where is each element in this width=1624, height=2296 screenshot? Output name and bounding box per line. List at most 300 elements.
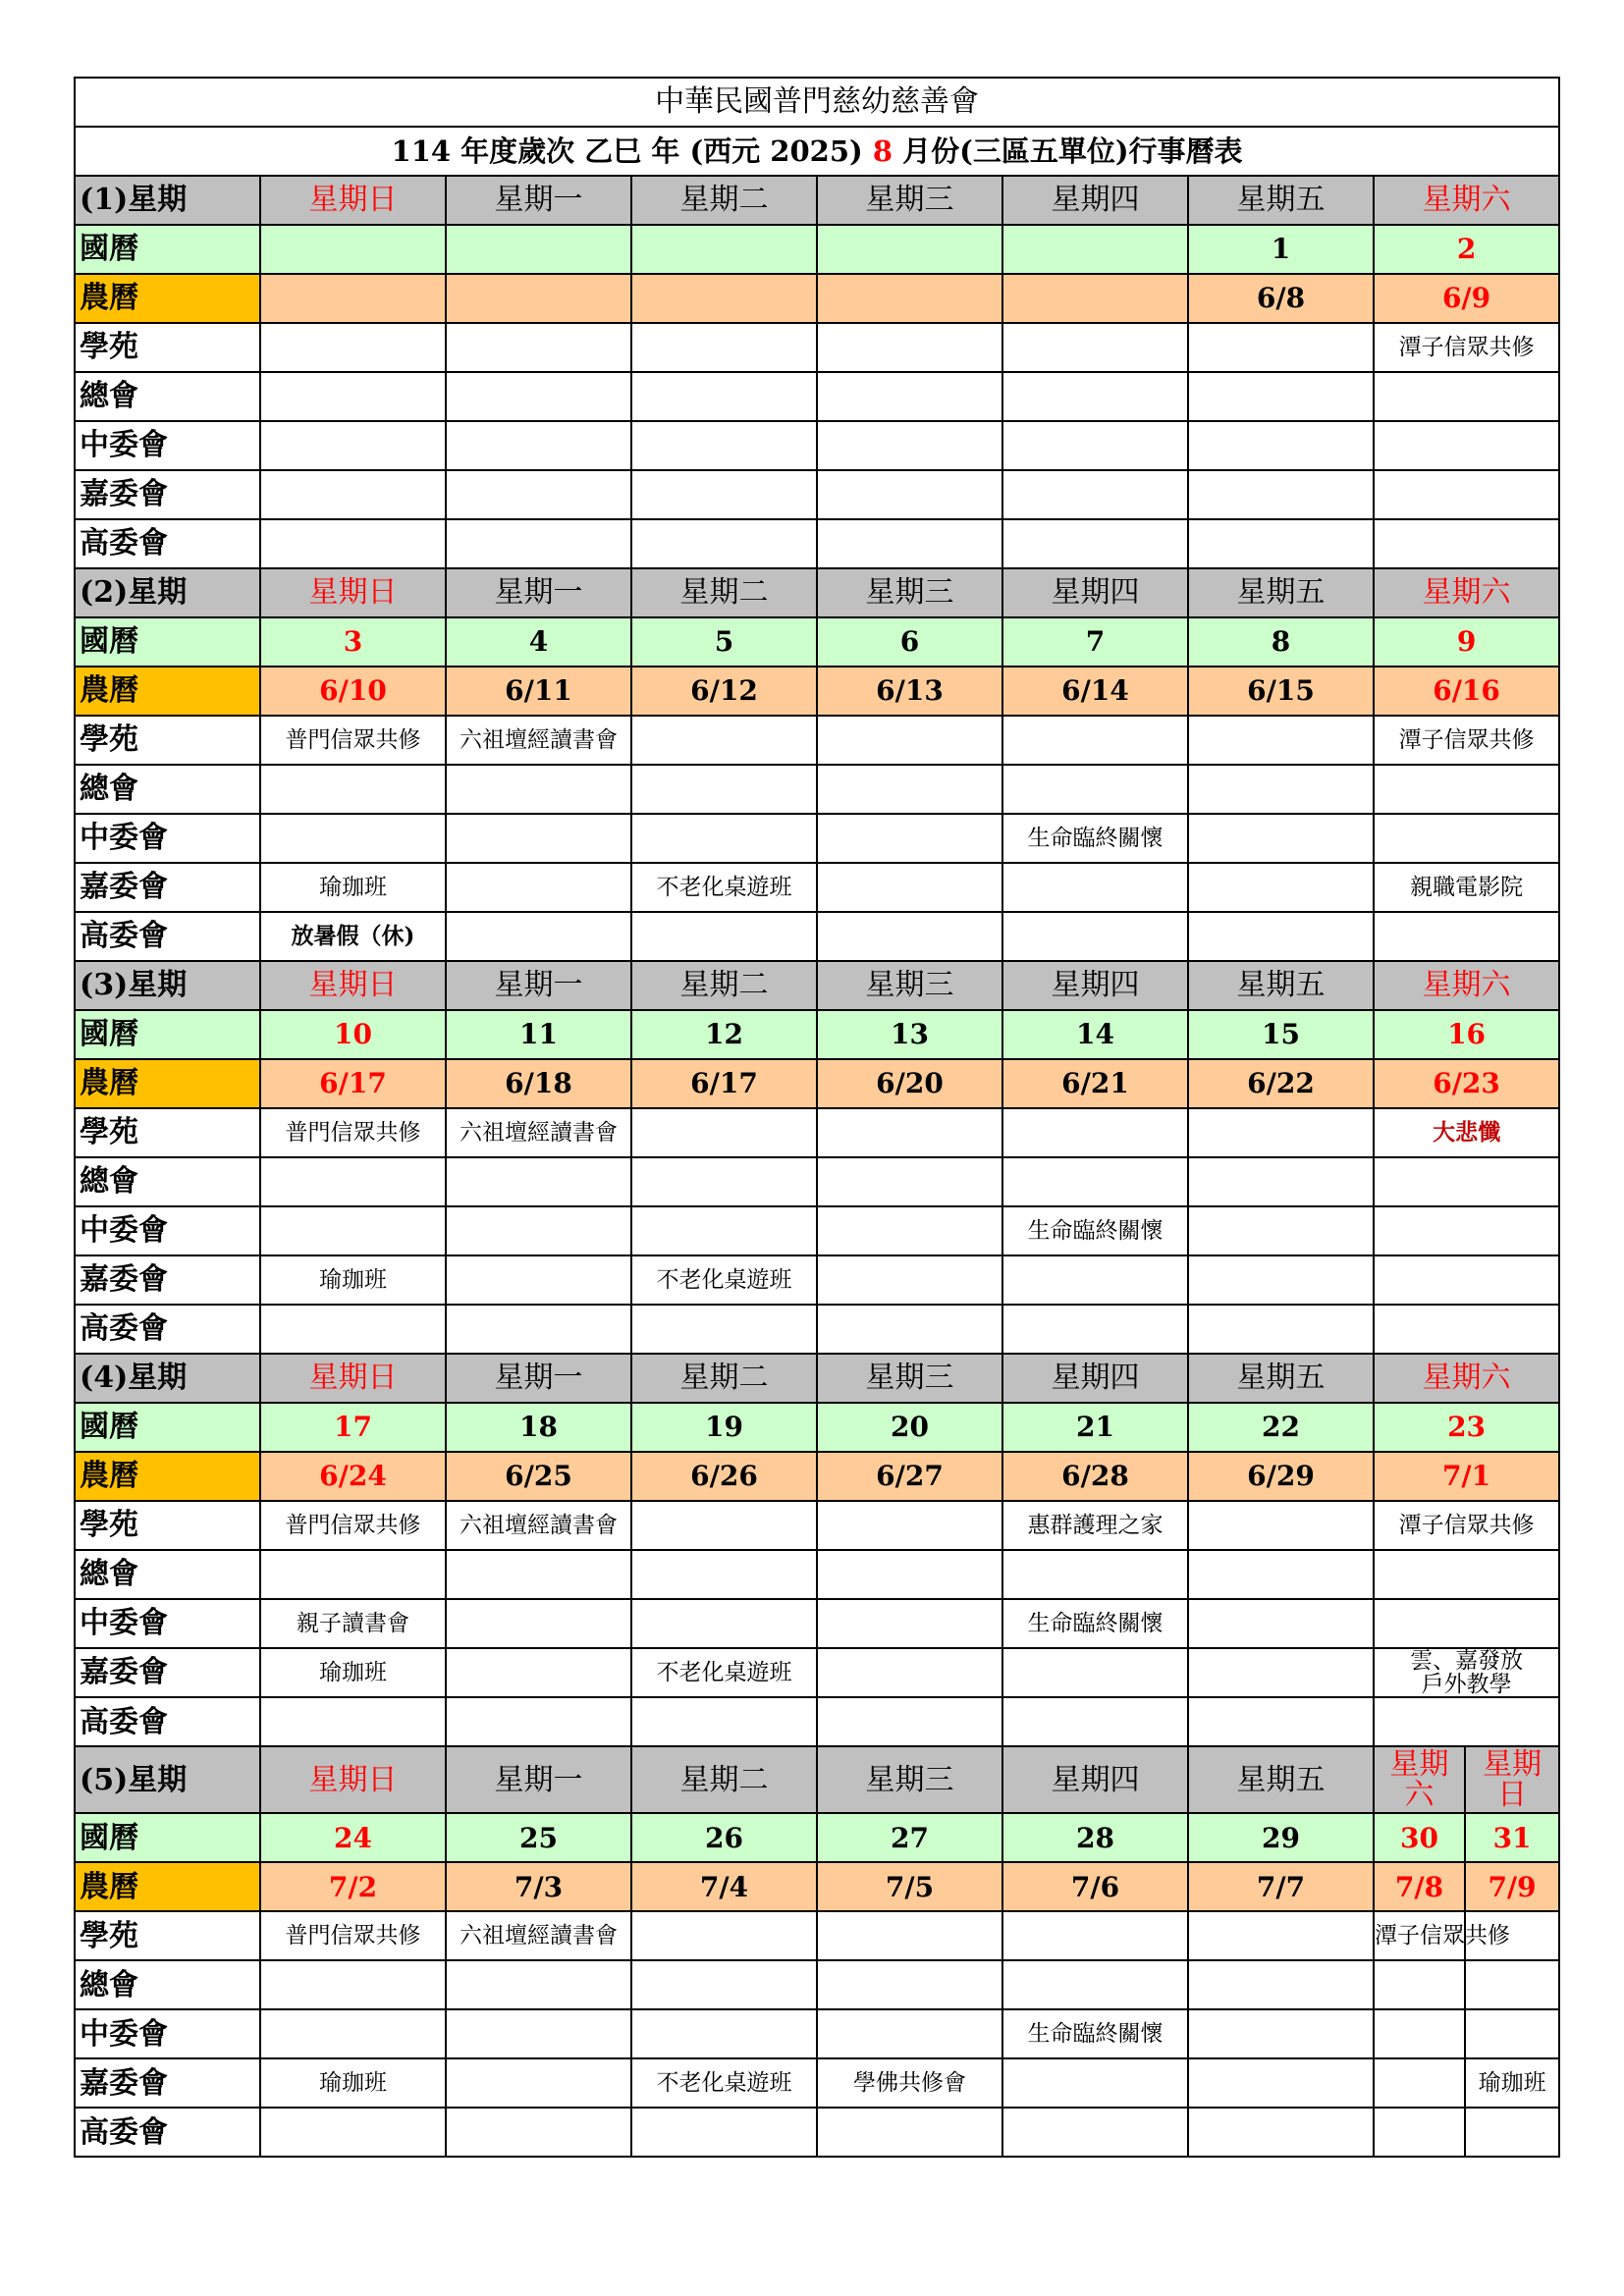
weekday-mon: 星期一 [446, 961, 631, 1010]
unit-label-xueyuan: 學苑 [75, 1108, 260, 1157]
event-cell [446, 912, 631, 961]
weekday-sun: 星期日 [260, 568, 446, 617]
event-cell [817, 1648, 1002, 1697]
event-cell [1465, 2009, 1559, 2058]
event-cell [631, 1501, 817, 1550]
event-cell [1188, 1599, 1374, 1648]
lunar-label: 農曆 [75, 274, 260, 323]
event-cell [1002, 323, 1188, 372]
lunar-label: 農曆 [75, 1059, 260, 1108]
event-cell [446, 2108, 631, 2157]
weekday-tue: 星期二 [631, 1354, 817, 1403]
gregorian-date: 29 [1188, 1813, 1374, 1862]
unit-row-zhongwei [75, 1599, 1559, 1648]
gregorian-date: 2 [1374, 225, 1559, 274]
lunar-date: 6/22 [1188, 1059, 1374, 1108]
event-cell: 生命臨終關懷 [1002, 2009, 1188, 2058]
gregorian-date: 9 [1374, 617, 1559, 667]
event-cell [1002, 470, 1188, 519]
event-cell: 瑜珈班 [260, 863, 446, 912]
event-cell [446, 1206, 631, 1255]
event-cell [1002, 2058, 1188, 2108]
gregorian-date: 17 [260, 1403, 446, 1452]
calendar-title [75, 127, 1559, 176]
lunar-date: 6/13 [817, 667, 1002, 716]
gregorian-date: 25 [446, 1813, 631, 1862]
gregorian-label: 國曆 [75, 1813, 260, 1862]
weekday-sat: 星期六 [1374, 176, 1559, 225]
event-cell: 放暑假（休) [260, 912, 446, 961]
event-cell [260, 1697, 446, 1746]
event-cell [1374, 1255, 1559, 1305]
gregorian-date: 11 [446, 1010, 631, 1059]
event-cell [446, 1599, 631, 1648]
unit-row-xueyuan [75, 716, 1559, 765]
gregorian-date: 6 [817, 617, 1002, 667]
gregorian-date: 14 [1002, 1010, 1188, 1059]
weekday-wed: 星期三 [817, 1354, 1002, 1403]
weekday-mon: 星期一 [446, 568, 631, 617]
event-cell [1188, 863, 1374, 912]
event-cell: 潭子信眾共修 [1374, 1501, 1559, 1550]
weekday-sat: 星期六 [1374, 1354, 1559, 1403]
lunar-date: 6/17 [631, 1059, 817, 1108]
event-cell [817, 1599, 1002, 1648]
event-cell [260, 1157, 446, 1206]
lunar-label: 農曆 [75, 1452, 260, 1501]
event-cell [1188, 372, 1374, 421]
lunar-date: 6/21 [1002, 1059, 1188, 1108]
event-cell [1002, 1648, 1188, 1697]
event-cell [260, 814, 446, 863]
event-cell: 潭子信眾共修 [1374, 323, 1559, 372]
event-cell [260, 1206, 446, 1255]
gregorian-date: 18 [446, 1403, 631, 1452]
event-cell [1188, 765, 1374, 814]
lunar-date: 6/18 [446, 1059, 631, 1108]
event-cell [817, 1550, 1002, 1599]
gregorian-date: 20 [817, 1403, 1002, 1452]
event-cell [817, 2108, 1002, 2157]
weekday-sun: 星期日 [260, 961, 446, 1010]
event-cell [260, 2108, 446, 2157]
gregorian-date: 26 [631, 1813, 817, 1862]
event-cell [1374, 814, 1559, 863]
event-cell [1002, 421, 1188, 470]
unit-label-gaowei: 高委會 [75, 1305, 260, 1354]
event-cell [1374, 1697, 1559, 1746]
event-cell: 六祖壇經讀書會 [446, 1108, 631, 1157]
unit-row-zhongwei [75, 2009, 1559, 2058]
gregorian-date: 1 [1188, 225, 1374, 274]
event-cell [446, 814, 631, 863]
week-header-row [75, 568, 1559, 617]
unit-row-jiawei [75, 1255, 1559, 1305]
event-cell [446, 1648, 631, 1697]
event-cell [1188, 2009, 1374, 2058]
unit-label-jiawei: 嘉委會 [75, 863, 260, 912]
unit-label-xueyuan: 學苑 [75, 1911, 260, 1960]
event-cell [817, 1960, 1002, 2009]
unit-label-zonghui: 總會 [75, 765, 260, 814]
lunar-row [75, 1452, 1559, 1501]
event-cell [1002, 1305, 1188, 1354]
unit-row-jiawei [75, 2058, 1559, 2108]
gregorian-date: 24 [260, 1813, 446, 1862]
lunar-date: 6/10 [260, 667, 446, 716]
event-cell [817, 765, 1002, 814]
lunar-date: 6/23 [1374, 1059, 1559, 1108]
weekday-sun: 星期日 [260, 1746, 446, 1813]
weekday-mon: 星期一 [446, 176, 631, 225]
gregorian-label: 國曆 [75, 225, 260, 274]
unit-row-zonghui [75, 1157, 1559, 1206]
event-cell [260, 323, 446, 372]
gregorian-row [75, 1813, 1559, 1862]
event-cell [1188, 1911, 1374, 1960]
event-cell [817, 1305, 1002, 1354]
unit-label-zhongwei: 中委會 [75, 1599, 260, 1648]
lunar-date: 7/9 [1465, 1862, 1559, 1911]
calendar-table [74, 77, 1560, 2158]
lunar-date: 6/24 [260, 1452, 446, 1501]
event-cell: 雲、嘉發放 戶外教學 [1374, 1648, 1559, 1697]
weekday-mon: 星期一 [446, 1746, 631, 1813]
event-cell [260, 1960, 446, 2009]
unit-row-zonghui [75, 765, 1559, 814]
unit-row-zonghui [75, 372, 1559, 421]
event-cell [1002, 2108, 1188, 2157]
weekday-thu: 星期四 [1002, 176, 1188, 225]
org-name: 中華民國普門慈幼慈善會 [75, 78, 1559, 127]
weekday-sun [1465, 1746, 1559, 1813]
event-cell [446, 863, 631, 912]
event-cell [1374, 2058, 1465, 2108]
event-cell [1002, 912, 1188, 961]
unit-row-xueyuan [75, 323, 1559, 372]
event-cell: 生命臨終關懷 [1002, 1599, 1188, 1648]
event-cell: 六祖壇經讀書會 [446, 716, 631, 765]
unit-label-zonghui: 總會 [75, 1960, 260, 2009]
gregorian-date: 7 [1002, 617, 1188, 667]
weekday-part: 星期 [1389, 1746, 1449, 1782]
event-cell [260, 372, 446, 421]
lunar-date: 7/1 [1374, 1452, 1559, 1501]
event-cell: 瑜珈班 [260, 1648, 446, 1697]
event-cell [1188, 912, 1374, 961]
weekday-wed: 星期三 [817, 176, 1002, 225]
gregorian-date [446, 225, 631, 274]
event-cell [631, 1911, 817, 1960]
lunar-date: 6/28 [1002, 1452, 1188, 1501]
event-cell [1374, 1550, 1559, 1599]
weekday-thu: 星期四 [1002, 961, 1188, 1010]
event-cell [1002, 716, 1188, 765]
event-cell [817, 1157, 1002, 1206]
weekday-part: 星期 [1483, 1746, 1543, 1782]
lunar-date: 7/7 [1188, 1862, 1374, 1911]
weekday-sat: 星期六 [1374, 568, 1559, 617]
week-label: (2)星期 [75, 568, 260, 617]
event-cell [1374, 1206, 1559, 1255]
gregorian-date: 27 [817, 1813, 1002, 1862]
event-cell [1002, 1157, 1188, 1206]
event-cell [817, 1697, 1002, 1746]
event-cell [1374, 470, 1559, 519]
event-cell [1374, 912, 1559, 961]
event-cell [446, 1960, 631, 2009]
event-cell [817, 470, 1002, 519]
event-cell [1188, 1305, 1374, 1354]
unit-row-xueyuan [75, 1108, 1559, 1157]
event-cell [1188, 421, 1374, 470]
event-cell [631, 1697, 817, 1746]
weekday-thu: 星期四 [1002, 1354, 1188, 1403]
gregorian-date: 28 [1002, 1813, 1188, 1862]
event-cell [817, 2009, 1002, 2058]
gregorian-date [817, 225, 1002, 274]
week-header-row [75, 961, 1559, 1010]
gregorian-date: 22 [1188, 1403, 1374, 1452]
unit-label-gaowei: 高委會 [75, 519, 260, 568]
event-cell [446, 2009, 631, 2058]
week-label: (4)星期 [75, 1354, 260, 1403]
event-cell [631, 1599, 817, 1648]
lunar-date: 7/5 [817, 1862, 1002, 1911]
event-cell [1188, 1206, 1374, 1255]
event-cell [260, 765, 446, 814]
weekday-fri: 星期五 [1188, 1354, 1374, 1403]
lunar-date: 6/27 [817, 1452, 1002, 1501]
event-cell [631, 470, 817, 519]
unit-row-gaowei [75, 912, 1559, 961]
event-cell [260, 1550, 446, 1599]
event-cell [1188, 323, 1374, 372]
event-cell [1188, 1255, 1374, 1305]
lunar-date: 6/29 [1188, 1452, 1374, 1501]
event-cell [1002, 765, 1188, 814]
event-cell [446, 470, 631, 519]
weekday-fri: 星期五 [1188, 961, 1374, 1010]
event-cell: 六祖壇經讀書會 [446, 1501, 631, 1550]
event-cell [817, 1911, 1002, 1960]
event-cell [631, 912, 817, 961]
unit-row-xueyuan [75, 1501, 1559, 1550]
weekday-wed: 星期三 [817, 568, 1002, 617]
lunar-date: 6/12 [631, 667, 817, 716]
event-cell [1188, 1157, 1374, 1206]
event-cell [1188, 1960, 1374, 2009]
event-cell [1188, 814, 1374, 863]
event-cell [1188, 470, 1374, 519]
unit-label-zonghui: 總會 [75, 372, 260, 421]
gregorian-date: 16 [1374, 1010, 1559, 1059]
unit-label-xueyuan: 學苑 [75, 323, 260, 372]
weekday-part: 日 [1497, 1778, 1528, 1813]
weekday-tue: 星期二 [631, 1746, 817, 1813]
lunar-date: 6/25 [446, 1452, 631, 1501]
unit-row-zhongwei [75, 814, 1559, 863]
gregorian-date [1002, 225, 1188, 274]
event-cell [631, 814, 817, 863]
event-cell: 不老化桌遊班 [631, 1648, 817, 1697]
week-header-row [75, 1746, 1559, 1813]
event-cell [1465, 1960, 1559, 2009]
event-cell [1374, 1960, 1465, 2009]
event-cell [1188, 2108, 1374, 2157]
event-cell [1002, 1550, 1188, 1599]
event-cell [1188, 1697, 1374, 1746]
event-cell [1374, 421, 1559, 470]
event-cell: 生命臨終關懷 [1002, 1206, 1188, 1255]
unit-label-xueyuan: 學苑 [75, 1501, 260, 1550]
event-cell [1374, 519, 1559, 568]
unit-label-gaowei: 高委會 [75, 912, 260, 961]
lunar-row [75, 1862, 1559, 1911]
event-cell: 學佛共修會 [817, 2058, 1002, 2108]
title-year-part: 114 年度歲次 乙巳 年 (西元 2025) [391, 133, 873, 168]
event-cell [1188, 2058, 1374, 2108]
event-cell [446, 2058, 631, 2108]
weekday-part: 六 [1404, 1778, 1435, 1813]
gregorian-date: 19 [631, 1403, 817, 1452]
event-cell [817, 863, 1002, 912]
event-cell [260, 470, 446, 519]
event-cell [817, 1108, 1002, 1157]
event-cell [631, 716, 817, 765]
event-cell: 生命臨終關懷 [1002, 814, 1188, 863]
event-cell [446, 323, 631, 372]
event-cell [1374, 1599, 1559, 1648]
gregorian-row [75, 1010, 1559, 1059]
week-label: (3)星期 [75, 961, 260, 1010]
lunar-date: 6/20 [817, 1059, 1002, 1108]
event-cell [817, 372, 1002, 421]
gregorian-row [75, 1403, 1559, 1452]
lunar-date: 6/11 [446, 667, 631, 716]
event-cell: 潭子信眾共修 [1374, 1911, 1465, 1960]
unit-label-gaowei: 高委會 [75, 2108, 260, 2157]
unit-row-jiawei [75, 470, 1559, 519]
lunar-date: 7/3 [446, 1862, 631, 1911]
weekday-tue: 星期二 [631, 176, 817, 225]
gregorian-date: 4 [446, 617, 631, 667]
weekday-fri: 星期五 [1188, 1746, 1374, 1813]
gregorian-row [75, 617, 1559, 667]
event-cell: 普門信眾共修 [260, 1108, 446, 1157]
weekday-sat [1374, 1746, 1465, 1813]
event-cell [1188, 1108, 1374, 1157]
event-cell [1188, 519, 1374, 568]
unit-row-gaowei [75, 1305, 1559, 1354]
event-cell [631, 1108, 817, 1157]
event-cell [631, 372, 817, 421]
weekday-thu: 星期四 [1002, 568, 1188, 617]
event-cell [1002, 1108, 1188, 1157]
lunar-date: 6/17 [260, 1059, 446, 1108]
weekday-sun: 星期日 [260, 176, 446, 225]
event-cell [446, 1550, 631, 1599]
event-cell [817, 1206, 1002, 1255]
event-cell: 親子讀書會 [260, 1599, 446, 1648]
event-cell [1002, 1255, 1188, 1305]
week-header-row [75, 1354, 1559, 1403]
lunar-date: 7/4 [631, 1862, 817, 1911]
lunar-date: 6/15 [1188, 667, 1374, 716]
event-cell [1188, 1648, 1374, 1697]
weekday-tue: 星期二 [631, 568, 817, 617]
event-cell [1374, 2009, 1465, 2058]
event-cell [631, 2009, 817, 2058]
lunar-date: 6/14 [1002, 667, 1188, 716]
unit-label-xueyuan: 學苑 [75, 716, 260, 765]
unit-row-gaowei [75, 1697, 1559, 1746]
event-cell [817, 814, 1002, 863]
event-cell [1188, 716, 1374, 765]
week-label: (1)星期 [75, 176, 260, 225]
event-cell [1002, 1697, 1188, 1746]
weekday-thu: 星期四 [1002, 1746, 1188, 1813]
lunar-date: 7/6 [1002, 1862, 1188, 1911]
gregorian-label: 國曆 [75, 617, 260, 667]
event-cell [631, 421, 817, 470]
unit-label-zhongwei: 中委會 [75, 2009, 260, 2058]
week-label: (5)星期 [75, 1746, 260, 1813]
lunar-date: 7/8 [1374, 1862, 1465, 1911]
event-cell [446, 1697, 631, 1746]
gregorian-date: 8 [1188, 617, 1374, 667]
event-cell [1002, 1911, 1188, 1960]
calendar-sheet [74, 77, 1558, 2158]
event-cell: 親職電影院 [1374, 863, 1559, 912]
unit-label-zhongwei: 中委會 [75, 814, 260, 863]
event-cell [631, 519, 817, 568]
event-cell [631, 2108, 817, 2157]
event-cell [260, 1305, 446, 1354]
lunar-label: 農曆 [75, 667, 260, 716]
event-cell [260, 421, 446, 470]
event-cell [1188, 1501, 1374, 1550]
unit-row-zonghui [75, 1550, 1559, 1599]
event-cell [1002, 519, 1188, 568]
unit-row-zhongwei [75, 1206, 1559, 1255]
event-cell [1374, 765, 1559, 814]
event-cell: 瑜珈班 [260, 1255, 446, 1305]
unit-label-zhongwei: 中委會 [75, 421, 260, 470]
event-cell [1002, 1960, 1188, 2009]
event-cell [817, 1501, 1002, 1550]
event-cell: 普門信眾共修 [260, 1911, 446, 1960]
event-cell [631, 765, 817, 814]
event-cell: 不老化桌遊班 [631, 863, 817, 912]
unit-row-gaowei [75, 2108, 1559, 2157]
weekday-wed: 星期三 [817, 961, 1002, 1010]
event-cell [817, 421, 1002, 470]
unit-label-jiawei: 嘉委會 [75, 2058, 260, 2108]
unit-label-jiawei: 嘉委會 [75, 1255, 260, 1305]
gregorian-date [260, 225, 446, 274]
lunar-row [75, 274, 1559, 323]
event-cell [1002, 372, 1188, 421]
event-cell: 不老化桌遊班 [631, 1255, 817, 1305]
event-cell [446, 372, 631, 421]
event-cell: 大悲懺 [1374, 1108, 1559, 1157]
lunar-date: 6/9 [1374, 274, 1559, 323]
week-header-row [75, 176, 1559, 225]
event-cell [1374, 1305, 1559, 1354]
gregorian-row [75, 225, 1559, 274]
event-cell [1188, 1550, 1374, 1599]
